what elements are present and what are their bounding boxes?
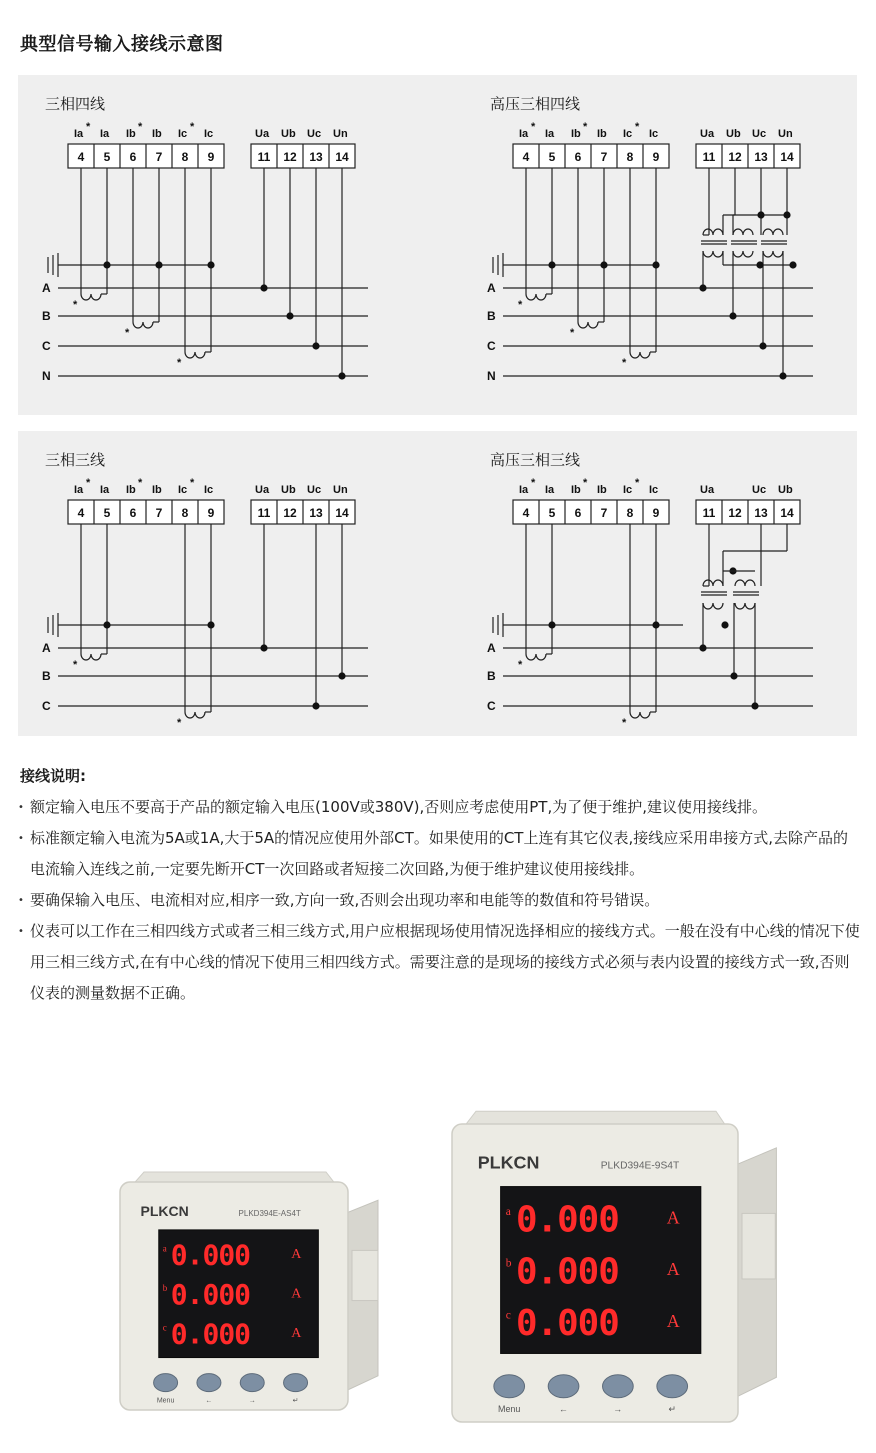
terminal-number: 12 <box>728 150 742 164</box>
junction-dot <box>652 261 659 268</box>
note-item: • 仪表可以工作在三相四线方式或者三相三线方式,用户应根据现场使用情况选择相应的接线方式。一般在没有中心线的情况下使用三相三线方式,在有中心线的情况下使用三相四线方式。需要注意的是现场的接线方式必须与表内设置的接线方式一致,否则仪表的测量数据不正确。 <box>18 916 860 1009</box>
junction-dot <box>699 284 706 291</box>
polarity-mark: * <box>73 299 78 311</box>
terminal-label: Ia <box>519 484 529 496</box>
phase-line-label: C <box>487 699 496 713</box>
button-label: ← <box>559 1403 569 1414</box>
phase-label: c <box>505 1309 511 1322</box>
terminal-label: Ib <box>126 484 136 496</box>
mounting-clip <box>742 1213 775 1279</box>
wiring-panel-four-wire <box>18 75 857 415</box>
terminal-label: Ua <box>700 128 715 140</box>
polarity-mark: * <box>531 477 536 489</box>
button-label: Menu <box>156 1397 175 1405</box>
meter-illustrations <box>100 1110 780 1430</box>
phase-line-label: C <box>487 339 496 353</box>
button-label: → <box>613 1403 623 1414</box>
note-item: • 标准额定输入电流为5A或1A,大于5A的情况应使用外部CT。如果使用的CT上连有其它仪表,接线应采用串接方式,去除产品的电流输入连线之前,一定要先断开CT一次回路或者短接二次回路,为便于维护建议使用接线排。 <box>18 823 860 885</box>
diagram-three-phase-four-wire <box>18 75 428 405</box>
terminal-label: Ia <box>74 484 84 496</box>
terminal-label: Ic <box>649 128 659 140</box>
page-title: 典型信号输入接线示意图 <box>20 34 224 55</box>
polarity-mark: * <box>125 327 130 339</box>
terminal-number: 7 <box>600 506 608 520</box>
polarity-mark: * <box>190 477 195 489</box>
note-item: • 额定输入电压不要高于产品的额定输入电压(100V或380V),否则应考虑使用PT,为了便于维护,建议使用接线排。 <box>18 792 860 823</box>
terminal-label: Ub <box>726 128 741 140</box>
terminal-label: Ib <box>126 128 136 140</box>
junction-dot <box>699 644 706 651</box>
model-number: PLKD394E-9S4T <box>600 1160 680 1172</box>
polarity-mark: * <box>177 357 182 369</box>
phase-line-label: A <box>42 281 51 295</box>
terminal-number: 11 <box>702 506 716 520</box>
terminal-number: 9 <box>652 150 660 164</box>
terminal-label: Uc <box>752 128 767 140</box>
phase-line-label: B <box>487 669 496 683</box>
junction-dot <box>548 261 555 268</box>
terminal-label: Ua <box>255 128 270 140</box>
terminal-number: 13 <box>309 506 323 520</box>
terminal-label: Ic <box>623 128 633 140</box>
terminal-number: 14 <box>780 506 794 520</box>
pt-primary-coil <box>733 251 753 257</box>
terminal-number: 11 <box>702 150 716 164</box>
brand-logo: PLKCN <box>140 1203 189 1220</box>
terminal-label: Ib <box>152 484 162 496</box>
junction-dot <box>548 621 555 628</box>
button-label: ↵ <box>292 1397 299 1405</box>
pt-primary-coil <box>703 603 723 609</box>
terminal-label: Ib <box>152 128 162 140</box>
led-value: 0.000 <box>515 1251 619 1293</box>
junction-dot <box>103 621 110 628</box>
wiring-panel-three-wire <box>18 431 857 736</box>
pt-primary-coil <box>763 251 783 257</box>
terminal-label: Ic <box>649 484 659 496</box>
terminal-label: Ub <box>778 484 793 496</box>
polarity-mark: * <box>138 121 143 133</box>
terminal-number: 4 <box>522 150 530 164</box>
junction-dot <box>730 672 737 679</box>
junction-dot <box>260 284 267 291</box>
mounting-clip <box>352 1250 378 1300</box>
diagram-hv-three-phase-three-wire <box>463 431 873 761</box>
phase-label: b <box>162 1283 168 1294</box>
meter-button <box>494 1375 525 1398</box>
terminal-label: Ua <box>700 484 715 496</box>
terminal-number: 6 <box>129 150 137 164</box>
led-value: 0.000 <box>170 1238 251 1272</box>
terminal-label: Ib <box>597 484 607 496</box>
ct-coil <box>526 294 546 300</box>
terminal-label: Ib <box>571 484 581 496</box>
terminal-number: 14 <box>335 150 349 164</box>
diagram-title: 三相三线 <box>45 451 106 469</box>
junction-dot <box>207 261 214 268</box>
led-value: 0.000 <box>515 1199 619 1241</box>
model-number: PLKD394E-AS4T <box>238 1209 301 1219</box>
junction-dot <box>721 621 728 628</box>
junction-dot <box>751 702 758 709</box>
terminal-number: 12 <box>283 506 297 520</box>
terminal-number: 9 <box>207 150 215 164</box>
meter-button <box>603 1375 634 1398</box>
junction-dot <box>600 261 607 268</box>
junction-dot <box>312 342 319 349</box>
led-value: 0.000 <box>515 1303 619 1345</box>
terminal-number: 11 <box>257 150 271 164</box>
terminal-label: Ic <box>623 484 633 496</box>
terminal-number: 13 <box>309 150 323 164</box>
terminal-number: 13 <box>754 150 768 164</box>
panel-meter <box>120 1172 378 1410</box>
terminal-number: 13 <box>754 506 768 520</box>
terminal-label: Ib <box>571 128 581 140</box>
wiring-diagram-hv-3p4w <box>463 75 873 405</box>
diagram-title: 三相四线 <box>45 95 106 113</box>
meter-button <box>284 1374 308 1392</box>
pt-secondary-coil <box>703 580 723 586</box>
button-label: → <box>248 1397 256 1405</box>
terminal-label: Ia <box>74 128 84 140</box>
terminal-number: 5 <box>548 150 556 164</box>
unit-label: A <box>666 1310 680 1331</box>
polarity-mark: * <box>86 477 91 489</box>
terminal-label: Ic <box>204 484 214 496</box>
meter-button <box>154 1374 178 1392</box>
ct-coil <box>578 322 598 328</box>
polarity-mark: * <box>518 299 523 311</box>
terminal-number: 6 <box>129 506 137 520</box>
button-label: ← <box>205 1397 213 1405</box>
polarity-mark: * <box>635 477 640 489</box>
phase-label: a <box>162 1243 167 1254</box>
terminal-number: 5 <box>548 506 556 520</box>
polarity-mark: * <box>635 121 640 133</box>
terminal-number: 4 <box>77 506 85 520</box>
junction-dot <box>260 644 267 651</box>
meter-button <box>548 1375 579 1398</box>
unit-label: A <box>291 1286 302 1302</box>
phase-line-label: B <box>487 309 496 323</box>
pt-secondary-coil <box>703 229 723 235</box>
pt-primary-coil <box>735 603 755 609</box>
junction-dot <box>756 261 763 268</box>
terminal-label: Un <box>778 128 793 140</box>
polarity-mark: * <box>570 327 575 339</box>
junction-dot <box>652 621 659 628</box>
terminal-label: Ub <box>281 128 296 140</box>
terminal-number: 5 <box>103 506 111 520</box>
terminal-number: 8 <box>181 506 189 520</box>
polarity-mark: * <box>190 121 195 133</box>
notes-heading: 接线说明: <box>20 767 86 785</box>
terminal-number: 4 <box>77 150 85 164</box>
pt-primary-coil <box>703 251 723 257</box>
polarity-mark: * <box>138 477 143 489</box>
terminal-number: 8 <box>626 150 634 164</box>
unit-label: A <box>291 1246 302 1262</box>
polarity-mark: * <box>86 121 91 133</box>
wiring-diagram-3p3w <box>18 431 428 731</box>
junction-dot <box>729 312 736 319</box>
ct-coil <box>81 654 101 660</box>
terminal-number: 8 <box>626 506 634 520</box>
note-item: • 要确保输入电压、电流相对应,相序一致,方向一致,否则会出现功率和电能等的数值和符号错误。 <box>18 885 860 916</box>
terminal-number: 12 <box>283 150 297 164</box>
junction-dot <box>312 702 319 709</box>
phase-line-label: C <box>42 339 51 353</box>
unit-label: A <box>291 1326 302 1342</box>
meter-button <box>240 1374 264 1392</box>
terminal-label: Uc <box>307 484 322 496</box>
ct-coil <box>185 712 205 718</box>
phase-line-label: A <box>42 641 51 655</box>
polarity-mark: * <box>518 659 523 671</box>
phase-line-label: N <box>42 369 51 383</box>
junction-dot <box>789 261 796 268</box>
phase-line-label: A <box>487 641 496 655</box>
product-photos <box>100 1110 780 1430</box>
junction-dot <box>783 211 790 218</box>
phase-label: a <box>505 1205 511 1218</box>
junction-dot <box>286 312 293 319</box>
terminal-label: Un <box>333 484 348 496</box>
button-label: ↵ <box>668 1403 676 1414</box>
junction-dot <box>338 372 345 379</box>
pt-secondary-coil <box>763 229 783 235</box>
pt-secondary-coil <box>733 229 753 235</box>
wiring-notes <box>18 792 860 1009</box>
diagram-hv-three-phase-four-wire <box>463 75 873 405</box>
junction-dot <box>155 261 162 268</box>
terminal-number: 6 <box>574 150 582 164</box>
diagram-title: 高压三相四线 <box>490 95 581 113</box>
terminal-label: Ub <box>281 484 296 496</box>
terminal-number: 7 <box>600 150 608 164</box>
polarity-mark: * <box>73 659 78 671</box>
terminal-number: 4 <box>522 506 530 520</box>
terminal-label: Un <box>333 128 348 140</box>
junction-dot <box>338 672 345 679</box>
terminal-number: 12 <box>728 506 742 520</box>
terminal-number: 9 <box>652 506 660 520</box>
led-value: 0.000 <box>170 1317 251 1351</box>
phase-line-label: A <box>487 281 496 295</box>
pt-secondary-coil <box>735 580 755 586</box>
ct-coil <box>526 654 546 660</box>
polarity-mark: * <box>531 121 536 133</box>
phase-line-label: B <box>42 309 51 323</box>
phase-line-label: N <box>487 369 496 383</box>
meter-button <box>657 1375 688 1398</box>
wiring-diagram-hv-3p3w <box>463 431 873 731</box>
led-value: 0.000 <box>170 1277 251 1311</box>
terminal-number: 14 <box>780 150 794 164</box>
terminal-number: 6 <box>574 506 582 520</box>
terminal-number: 9 <box>207 506 215 520</box>
terminal-label: Ia <box>100 484 110 496</box>
diagram-three-phase-three-wire <box>18 431 428 761</box>
terminal-number: 11 <box>257 506 271 520</box>
terminal-label: Uc <box>307 128 322 140</box>
ct-coil <box>81 294 101 300</box>
polarity-mark: * <box>583 477 588 489</box>
terminal-label: Ic <box>204 128 214 140</box>
phase-label: b <box>505 1257 512 1270</box>
polarity-mark: * <box>622 717 627 729</box>
polarity-mark: * <box>622 357 627 369</box>
polarity-mark: * <box>583 121 588 133</box>
terminal-label: Ia <box>100 128 110 140</box>
button-label: Menu <box>497 1403 521 1414</box>
polarity-mark: * <box>177 717 182 729</box>
ct-coil <box>185 352 205 358</box>
terminal-number: 5 <box>103 150 111 164</box>
terminal-label: Ua <box>255 484 270 496</box>
brand-logo: PLKCN <box>477 1152 540 1173</box>
junction-dot <box>207 621 214 628</box>
panel-meter <box>452 1111 776 1422</box>
junction-dot <box>757 211 764 218</box>
ct-coil <box>133 322 153 328</box>
terminal-label: Ia <box>519 128 529 140</box>
meter-button <box>197 1374 221 1392</box>
junction-dot <box>759 342 766 349</box>
terminal-label: Ib <box>597 128 607 140</box>
terminal-label: Ia <box>545 128 555 140</box>
terminal-number: 14 <box>335 506 349 520</box>
phase-line-label: B <box>42 669 51 683</box>
terminal-label: Ic <box>178 484 188 496</box>
unit-label: A <box>666 1259 680 1280</box>
terminal-label: Ic <box>178 128 188 140</box>
ct-coil <box>630 712 650 718</box>
wiring-diagram-3p4w <box>18 75 428 405</box>
junction-dot <box>779 372 786 379</box>
phase-line-label: C <box>42 699 51 713</box>
terminal-label: Uc <box>752 484 767 496</box>
junction-dot <box>103 261 110 268</box>
unit-label: A <box>666 1207 680 1228</box>
diagram-title: 高压三相三线 <box>490 451 581 469</box>
phase-label: c <box>162 1322 167 1333</box>
terminal-number: 7 <box>155 150 163 164</box>
terminal-label: Ia <box>545 484 555 496</box>
ct-coil <box>630 352 650 358</box>
terminal-number: 8 <box>181 150 189 164</box>
terminal-number: 7 <box>155 506 163 520</box>
